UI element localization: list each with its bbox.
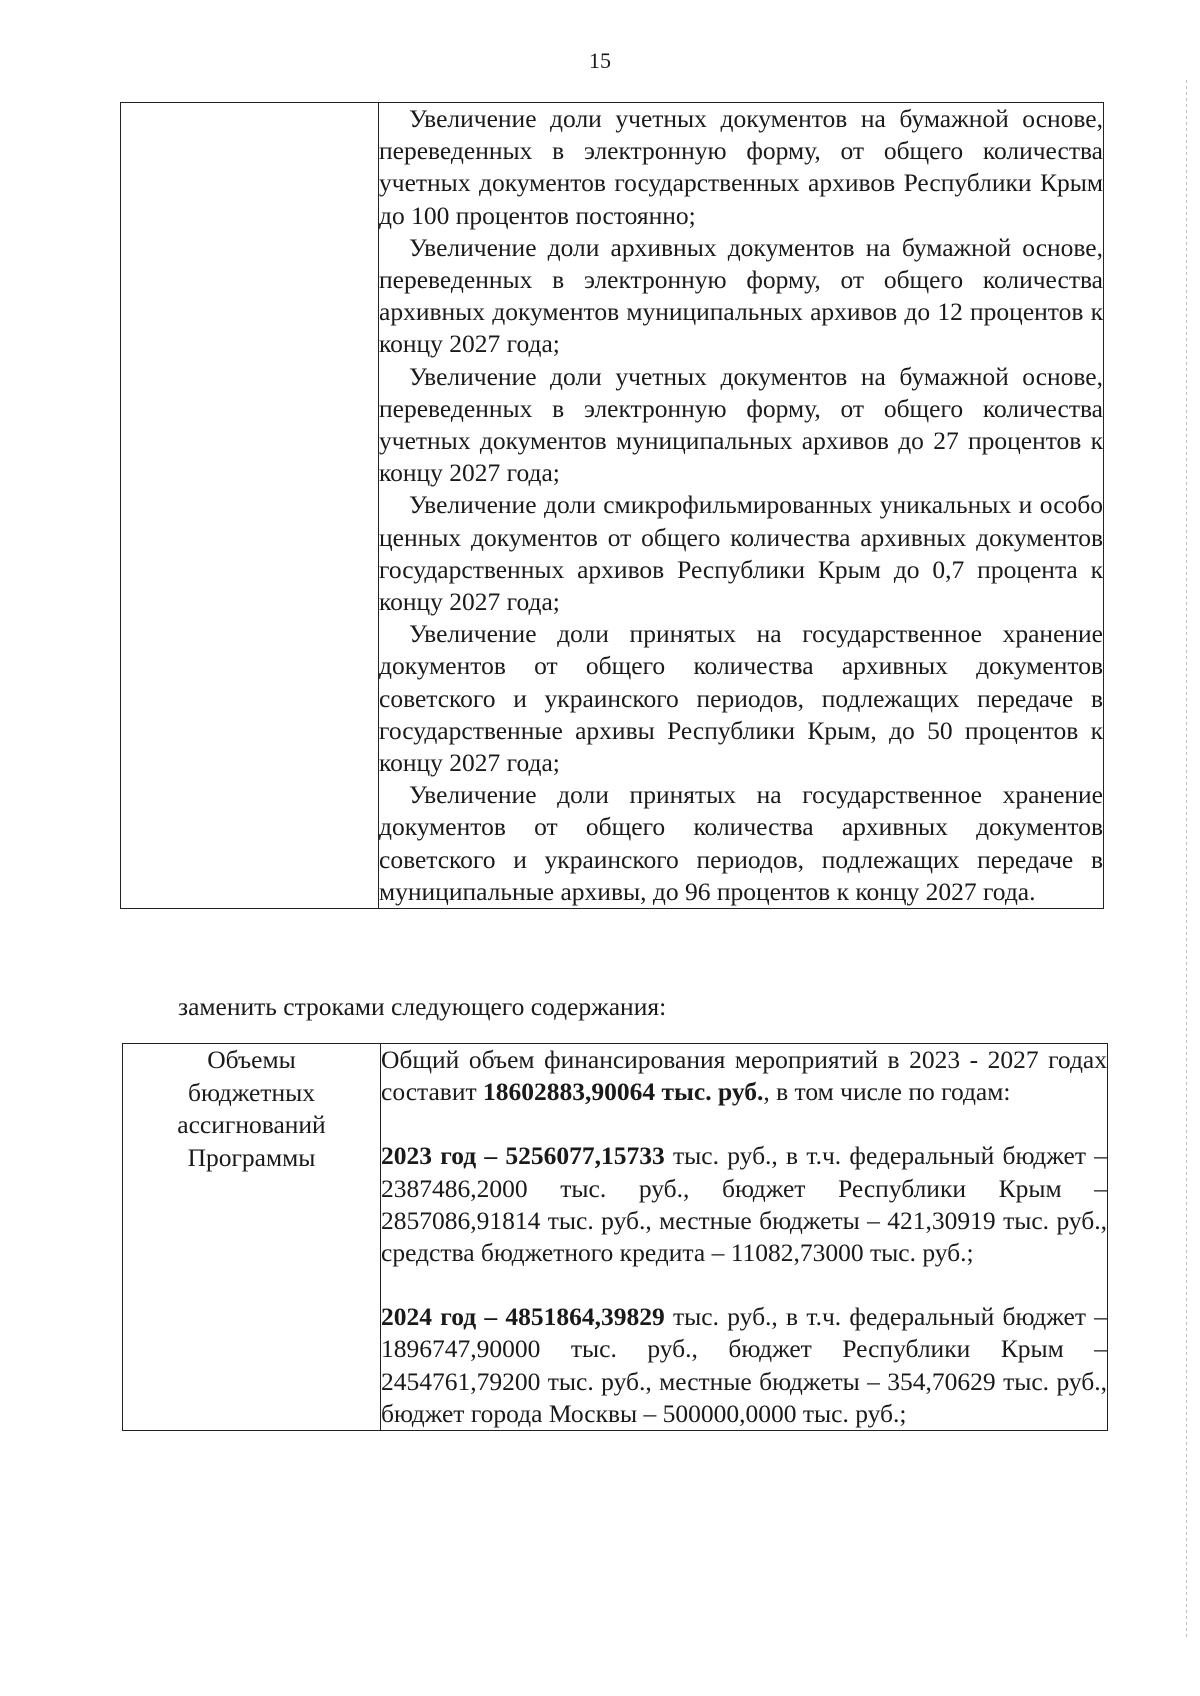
new-rows-table xyxy=(122,1043,1108,1431)
budget-label-cell xyxy=(123,1044,381,1431)
year-label: 2024 год – 4851864,39829 xyxy=(381,1302,665,1332)
year-label: 2023 год – 5256077,15733 xyxy=(381,1141,665,1171)
financing-cell xyxy=(381,1044,1108,1431)
table-row xyxy=(123,1044,1108,1431)
indicator-paragraph: Увеличение доли принятых на государственное хранение документов от общего количества архивных документов советского и украинского периодов, подлежащих передаче в государственные архивы Республики Крым, до 50 процентов к концу 2027 года; xyxy=(379,619,1103,778)
scan-edge-line xyxy=(1186,80,1187,1640)
label-line: ассигнований xyxy=(177,1110,326,1139)
year-paragraph-2024 xyxy=(381,1301,1107,1430)
label-line: бюджетных xyxy=(188,1077,315,1107)
page-number: 15 xyxy=(589,48,611,73)
year-text: тыс. руб., в т.ч. федеральный бюджет – 1896747,90000 тыс. руб., бюджет Республики Крым – 2454761,79200 тыс. руб., местные бюджеты – 354,70629 тыс. руб., бюджет города Москвы – 500000,0000 тыс. руб.; xyxy=(381,1302,1108,1428)
financing-intro xyxy=(381,1044,1107,1108)
year-paragraph-2023 xyxy=(381,1140,1107,1269)
indicator-paragraph: Увеличение доли принятых на государственное хранение документов от общего количества архивных документов советского и украинского периодов, подлежащих передаче в муниципальные архивы, до 96 процентов к концу 2027 года. xyxy=(379,780,1103,906)
indicator-paragraph: Увеличение доли архивных документов на бумажной основе, переведенных в электронную форму, от общего количества архивных документов муниципальных архивов до 12 процентов к концу 2027 года; xyxy=(379,232,1103,359)
old-rows-table xyxy=(120,102,1104,909)
year-text: тыс. руб., в т.ч. федеральный бюджет – 2387486,2000 тыс. руб., бюджет Республики Крым – 2857086,91814 тыс. руб., местные бюджеты – 421,30919 тыс. руб., средства бюджетного кредита – 11082,73000 тыс. руб.; xyxy=(381,1141,1108,1268)
label-line: Объемы xyxy=(207,1045,296,1074)
indicator-paragraph: Увеличение доли учетных документов на бумажной основе, переведенных в электронную форму, от общего количества учетных документов государственных архивов Республики Крым до 100 процентов постоянно; xyxy=(379,104,1103,230)
total-amount: 18602883,90064 тыс. руб. xyxy=(483,1077,764,1107)
replace-instruction: заменить строками следующего содержания: xyxy=(178,992,667,1021)
indicators-cell xyxy=(379,103,1104,909)
indicator-paragraph: Увеличение доли учетных документов на бумажной основе, переведенных в электронную форму, от общего количества учетных документов муниципальных архивов до 27 процентов к концу 2027 года; xyxy=(379,361,1103,488)
table-row xyxy=(121,103,1104,909)
indicator-paragraph: Увеличение доли смикрофильмированных уникальных и особо ценных документов от общего количества архивных документов государственных архивов Республики Крым до 0,7 процента к концу 2027 года; xyxy=(379,490,1103,617)
left-cell-empty xyxy=(121,103,379,909)
intro-tail: , в том числе по годам: xyxy=(763,1077,1011,1107)
label-line: Программы xyxy=(187,1142,316,1172)
intro-text: Общий объем финансирования мероприятий в 2023 - 2027 годах составит xyxy=(381,1045,1107,1107)
